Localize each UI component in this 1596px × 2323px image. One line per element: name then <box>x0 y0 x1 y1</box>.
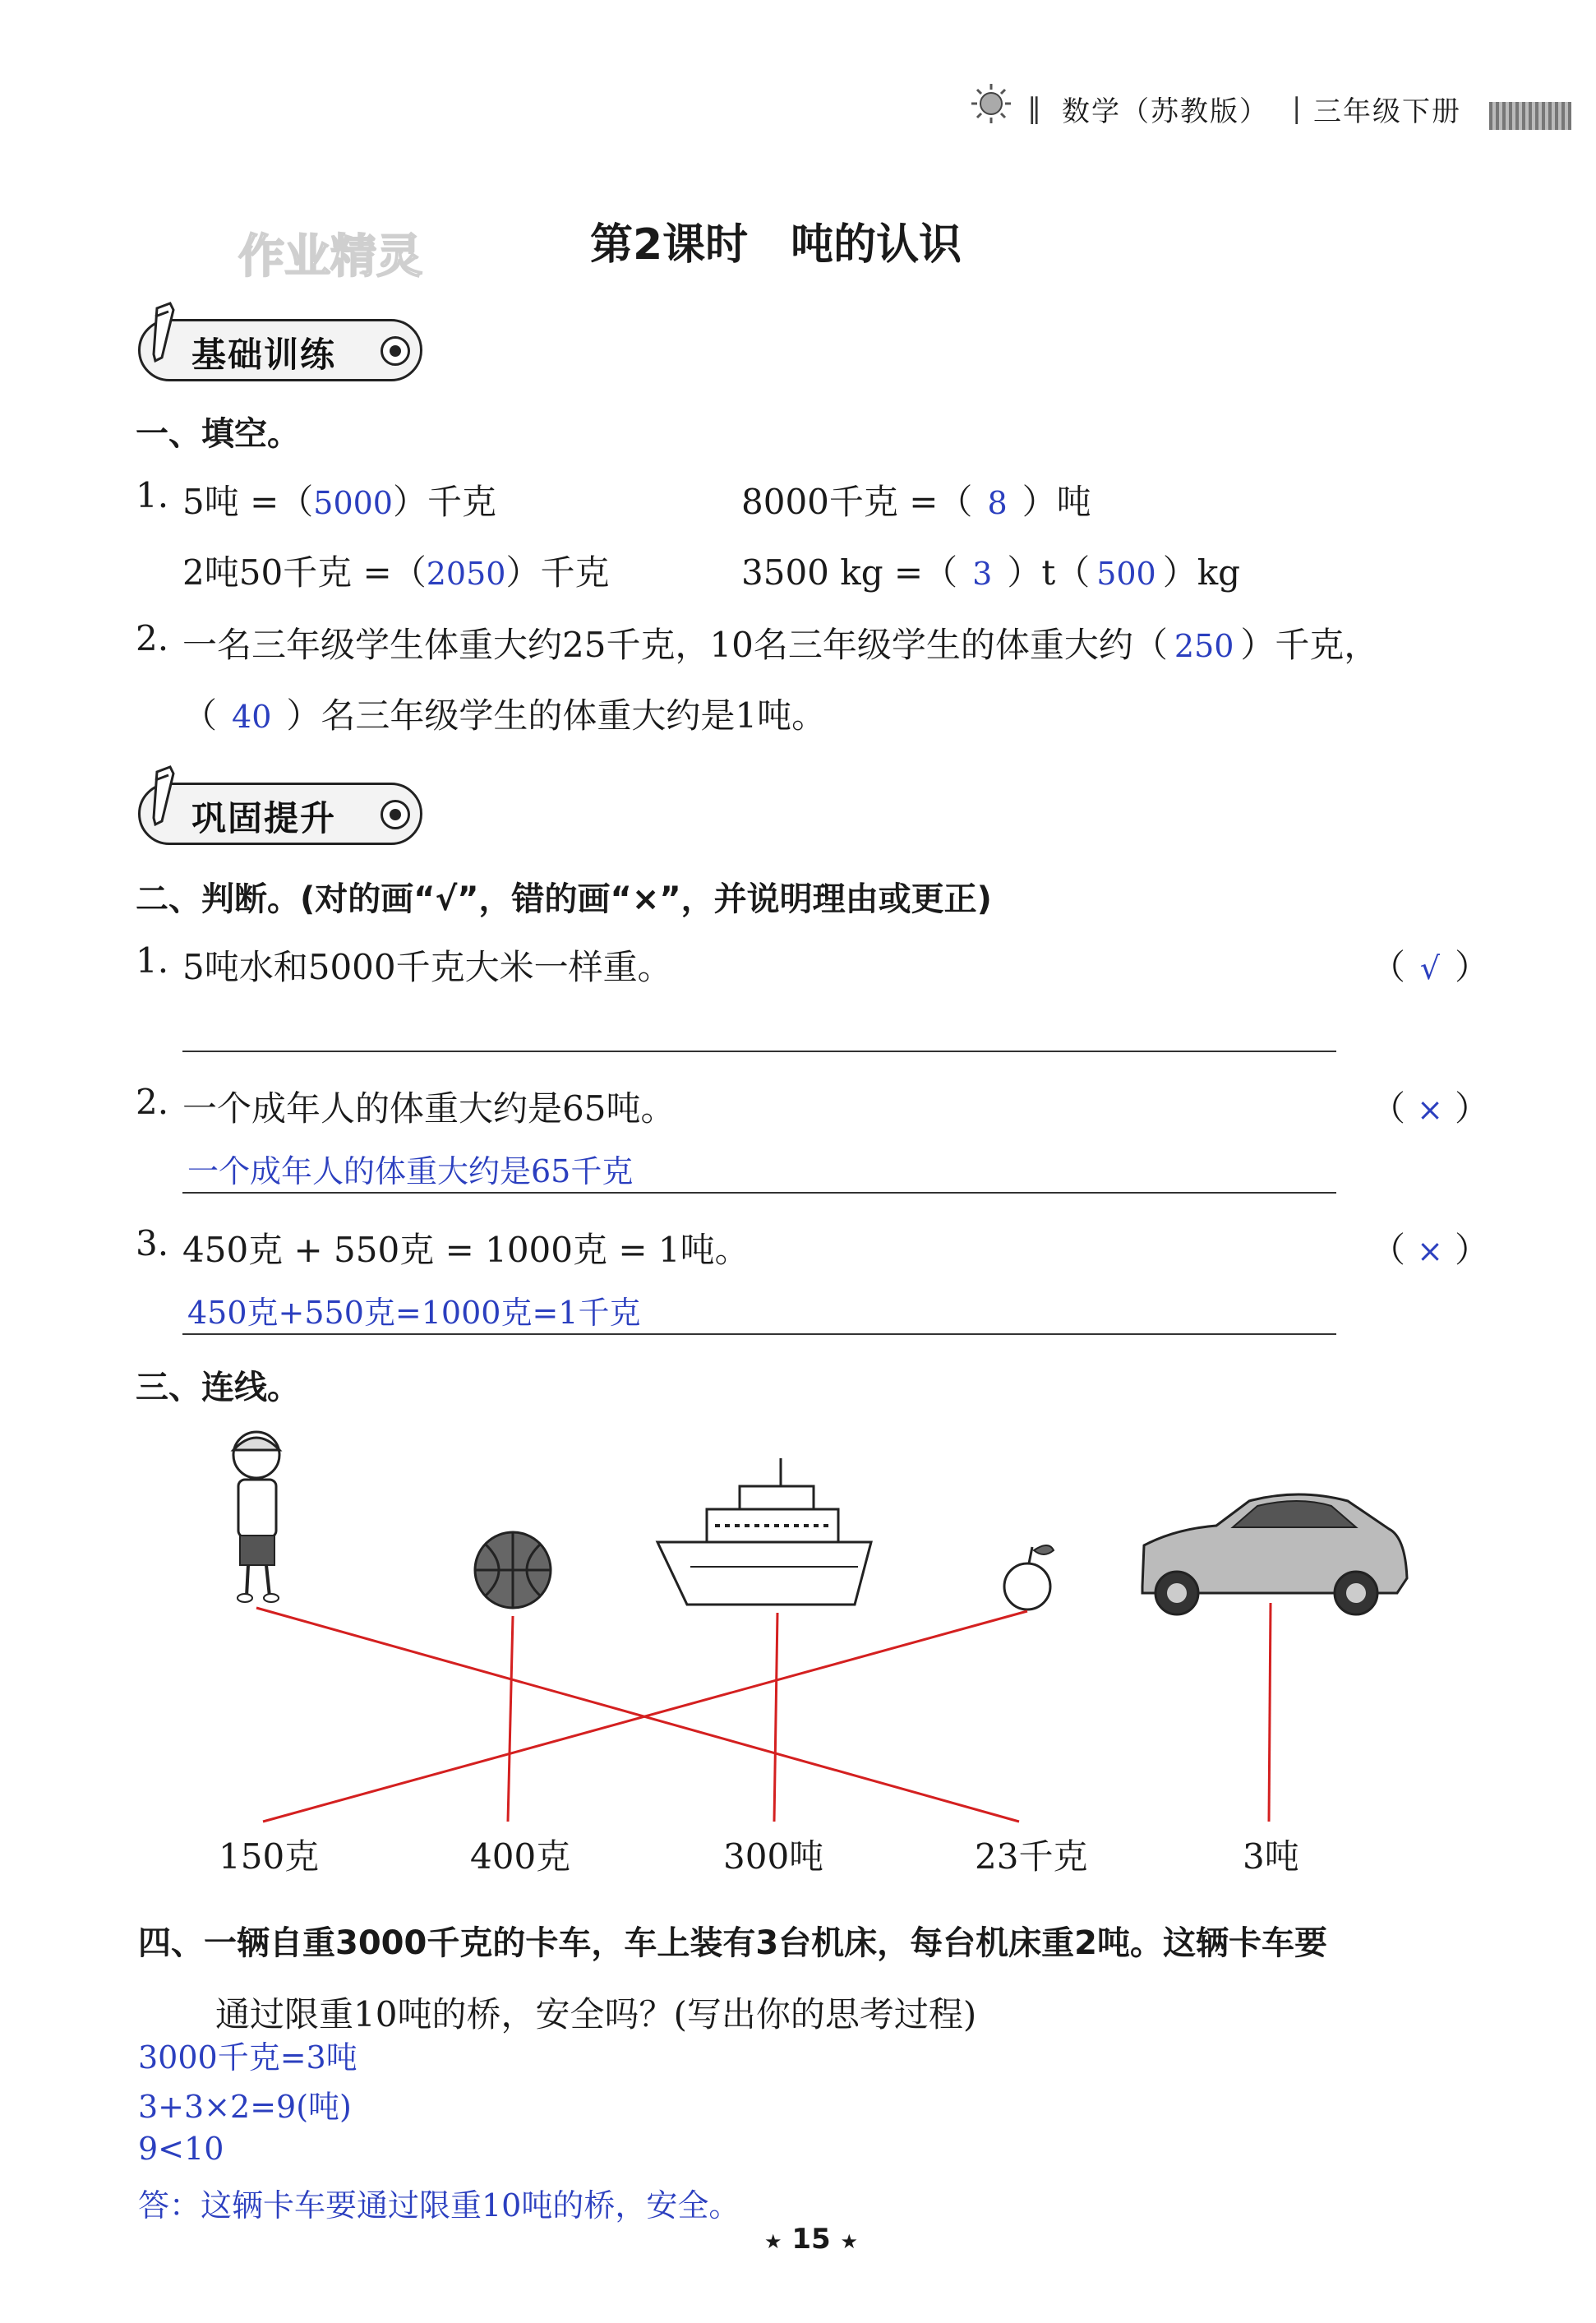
pencil-icon <box>144 300 177 374</box>
page-number: ★ 15 ★ <box>764 2223 859 2256</box>
match-label: 400克 <box>470 1836 571 1877</box>
judgement-mark: × <box>1417 1092 1443 1128</box>
answer: 500 <box>1096 556 1156 592</box>
judgement-mark: × <box>1417 1233 1443 1269</box>
section-label: 巩固提升 <box>191 798 337 838</box>
answer-line <box>182 1333 1336 1335</box>
ring-icon <box>381 800 410 829</box>
q4-line2: 通过限重10吨的桥，安全吗？(写出你的思考过程) <box>215 1994 977 2034</box>
watermark: 作业精灵 <box>238 230 422 284</box>
match-line-car <box>1269 1603 1271 1822</box>
section-badge-consolidate <box>138 783 422 845</box>
q2-heading: 二、判断。(对的画“√”，错的画“×”，并说明理由或更正) <box>136 880 992 918</box>
match-line-ship <box>774 1613 777 1822</box>
match-line-student <box>256 1608 1019 1822</box>
q2-item-text: 5吨水和5000千克大米一样重。 <box>182 947 672 987</box>
q3-heading: 三、连线。 <box>136 1369 300 1406</box>
q1-c: 2吨50千克 =（2050）千克 <box>182 552 610 593</box>
q1-b: 8000千克 =（ 8 ）吨 <box>741 482 1091 522</box>
answer: 250 <box>1174 628 1234 664</box>
answer-line <box>182 1051 1336 1052</box>
matching-figure <box>0 1422 1596 1882</box>
q1-num1: 1. <box>136 475 169 515</box>
q2-item-num: 1. <box>136 940 169 981</box>
q1-q2-line1: 一名三年级学生体重大约25千克，10名三年级学生的体重大约（ 250 ）千克， <box>182 625 1379 665</box>
match-line-basketball <box>508 1616 513 1822</box>
header-bar <box>1489 102 1571 130</box>
star-icon: ★ <box>764 2230 782 2253</box>
page-title: 第2课时 吨的认识 <box>590 220 962 270</box>
header-grade: 三年级下册 <box>1313 95 1461 128</box>
basketball-image <box>475 1532 551 1608</box>
correction-text: 一个成年人的体重大约是65千克 <box>187 1153 634 1189</box>
q1-a: 5吨 =（5000）千克 <box>182 482 496 522</box>
answer: 40 <box>232 699 272 735</box>
car-image <box>1142 1494 1407 1614</box>
answer: 5000 <box>313 485 393 521</box>
q4-work-line: 9<10 <box>138 2131 224 2167</box>
judgement-mark: √ <box>1419 950 1441 986</box>
q1-q2-line2: （ 40 ）名三年级学生的体重大约是1吨。 <box>182 695 827 736</box>
correction-text: 450克+550克=1000克=1千克 <box>187 1295 641 1331</box>
matching-lines <box>256 1603 1271 1822</box>
match-label: 150克 <box>219 1836 320 1877</box>
apple-image <box>1004 1545 1054 1609</box>
match-label: 300吨 <box>723 1836 824 1877</box>
header-sun-icon <box>970 82 1012 125</box>
match-label: 3吨 <box>1243 1836 1299 1877</box>
q2-item-paren: （ × ） <box>1371 1088 1490 1129</box>
answer: 3 <box>972 556 993 592</box>
q2-item-text: 450克 + 550克 = 1000克 = 1吨。 <box>182 1230 750 1270</box>
q1-d: 3500 kg =（ 3 ）t（ 500 ）kg <box>741 552 1241 593</box>
header-sep: ‖ <box>1027 92 1043 125</box>
section-badge-basic <box>138 319 422 381</box>
answer-line <box>182 1192 1336 1194</box>
q4-line1: 四、一辆自重3000千克的卡车，车上装有3台机床，每台机床重2吨。这辆卡车要 <box>138 1924 1327 1962</box>
q1-heading: 一、填空。 <box>136 415 300 453</box>
answer: 8 <box>987 485 1008 521</box>
q4-work-line: 3+3×2=9(吨) <box>138 2089 352 2125</box>
pencil-icon <box>144 764 177 838</box>
q2-item-num: 3. <box>136 1223 169 1263</box>
q2-item-text: 一个成年人的体重大约是65吨。 <box>182 1088 676 1129</box>
ring-icon <box>381 336 410 366</box>
q4-answer: 答：这辆卡车要通过限重10吨的桥，安全。 <box>138 2187 740 2224</box>
q2-item-paren: （ √ ） <box>1371 947 1490 987</box>
student-image <box>233 1432 279 1602</box>
section-label: 基础训练 <box>191 335 337 375</box>
q2-item-num: 2. <box>136 1082 169 1122</box>
star-icon: ★ <box>840 2230 859 2253</box>
header-sep-2: | <box>1292 92 1303 125</box>
q4-work-line: 3000千克=3吨 <box>138 2039 357 2076</box>
ship-image <box>657 1458 871 1605</box>
q1-num2: 2. <box>136 618 169 658</box>
answer: 2050 <box>426 556 506 592</box>
match-label: 23千克 <box>975 1836 1088 1877</box>
header-subject: 数学（苏教版） <box>1062 95 1269 128</box>
q2-item-paren: （ × ） <box>1371 1230 1490 1270</box>
